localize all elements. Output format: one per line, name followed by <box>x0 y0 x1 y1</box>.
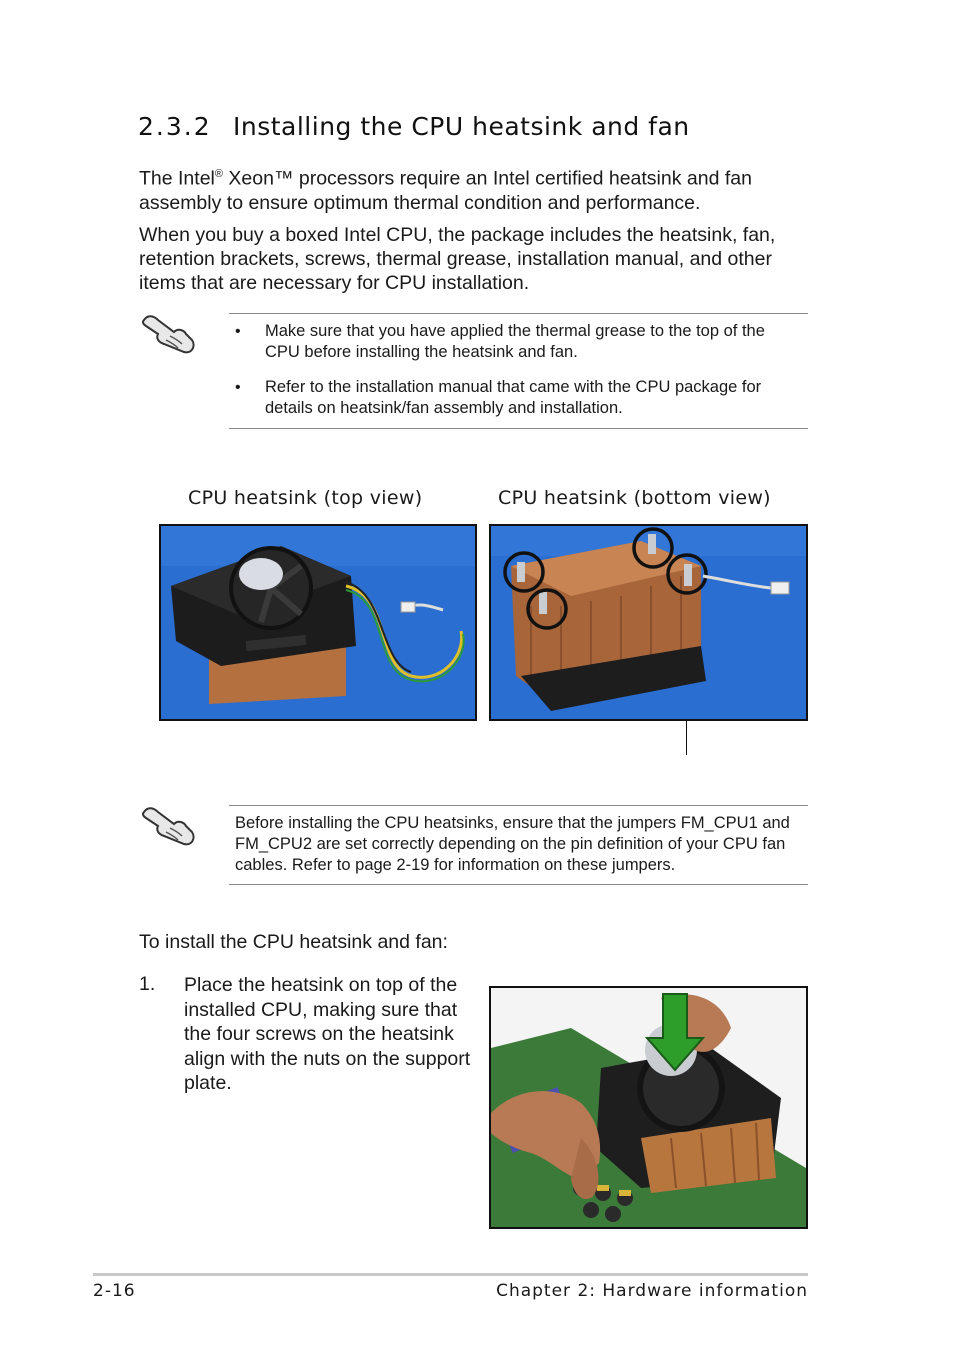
note1-bullet-2: • Refer to the installation manual that came with the CPU package for details on heatsink/fan assembly and installation. <box>229 377 804 419</box>
note2-top-rule <box>229 805 808 806</box>
intro-p1-prefix: The Intel <box>139 167 215 190</box>
step-1-text: Place the heatsink on top of the installed CPU, making sure that the four screws on the heatsink align with the nuts on the support plate. <box>184 974 471 1094</box>
callout-line <box>686 721 687 755</box>
heatsink-bottom-view-photo <box>489 524 808 721</box>
section-title: Installing the CPU heatsink and fan <box>233 112 690 141</box>
note1-bullet-1: • Make sure that you have applied the thermal grease to the top of the CPU before installing the heatsink and fan. <box>229 321 804 363</box>
section-heading <box>138 112 690 141</box>
hand-pointer-icon <box>140 308 198 356</box>
registered-mark: ® <box>214 168 223 180</box>
caption-bottom-view: CPU heatsink (bottom view) <box>498 487 771 509</box>
note1-bottom-rule <box>229 428 808 429</box>
caption-top-view: CPU heatsink (top view) <box>188 487 423 509</box>
note1-content <box>229 321 804 419</box>
hand-pointer-icon-2 <box>140 800 198 848</box>
intro-paragraph-2: When you buy a boxed Intel CPU, the package includes the heatsink, fan, retention brackets, screws, thermal grease, installation manual, and other items that are necessary for CPU installation. <box>139 224 776 294</box>
heatsink-top-view-photo <box>159 524 477 721</box>
note2-text: Before installing the CPU heatsinks, ensure that the jumpers FM_CPU1 and FM_CPU2 are set correctly depending on the pin definition of your CPU fan cables. Refer to page 2-19 for information on these jumpers. <box>235 814 790 874</box>
intro-p1-rest: Xeon™ processors require an Intel certified heatsink and fan assembly to ensure optimum thermal condition and performance. <box>139 167 752 214</box>
note2-bottom-rule <box>229 884 808 885</box>
intro-paragraph-1 <box>139 162 819 215</box>
footer-page-number: 2-16 <box>93 1281 136 1301</box>
footer-chapter: Chapter 2: Hardware information <box>496 1281 808 1301</box>
footer-rule <box>93 1273 808 1276</box>
procedure-intro: To install the CPU heatsink and fan: <box>139 931 448 953</box>
note1-top-rule <box>229 313 808 314</box>
section-number: 2.3.2 <box>138 112 212 141</box>
step-1-number: 1. <box>139 973 156 995</box>
heatsink-installation-photo <box>489 986 808 1229</box>
